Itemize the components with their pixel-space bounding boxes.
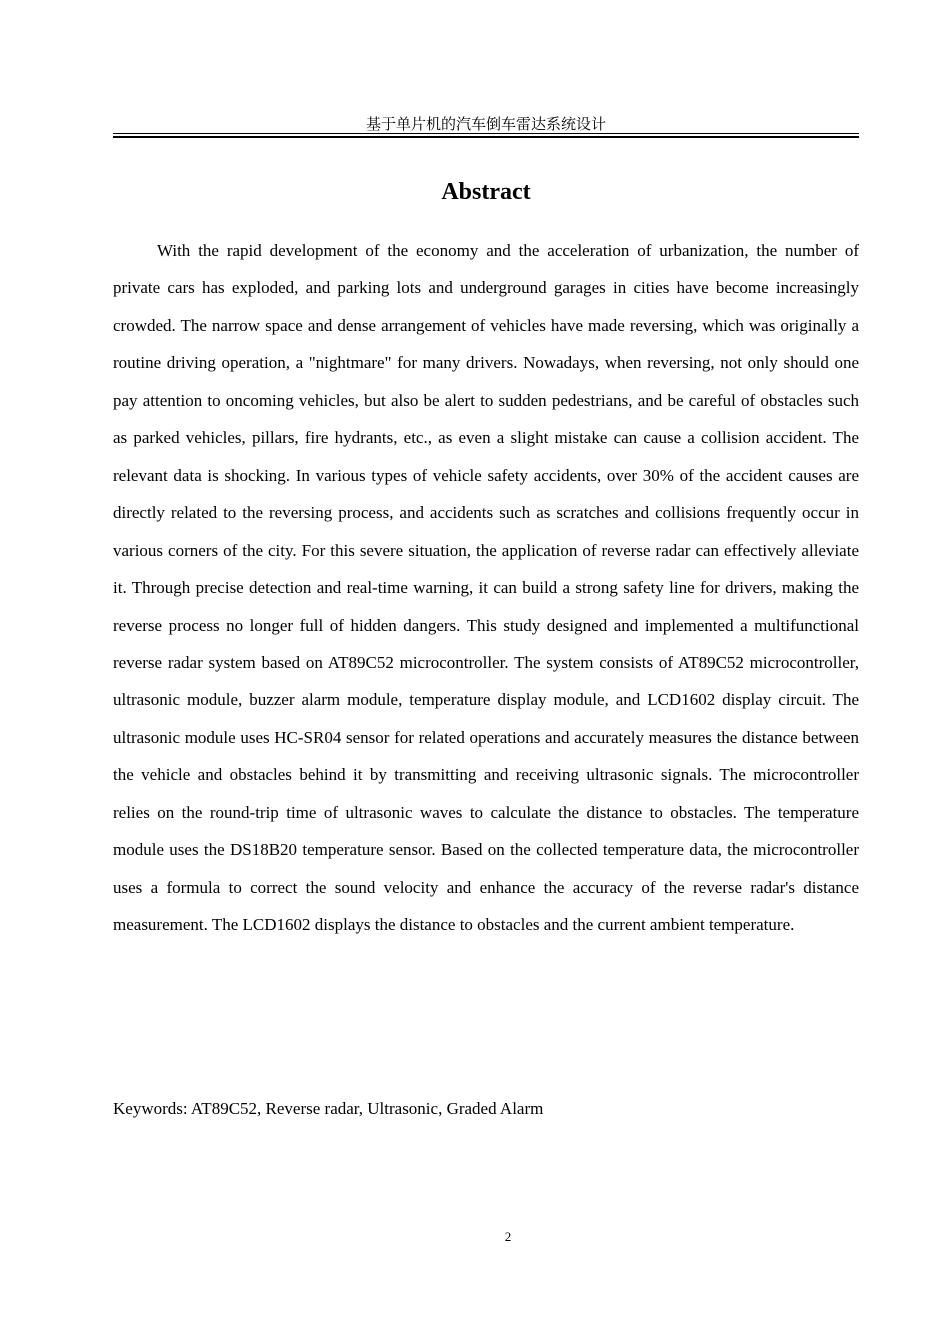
header-rule-thin — [113, 133, 859, 134]
keywords-line: Keywords: AT89C52, Reverse radar, Ultrasonic, Graded Alarm — [113, 1099, 544, 1118]
page-number: 2 — [504, 1229, 512, 1244]
running-header: 基于单片机的汽车倒车雷达系统设计 — [365, 115, 606, 133]
section-title: Abstract — [441, 179, 531, 205]
header-rule-thick — [113, 136, 859, 138]
abstract-paragraph: With the rapid development of the economy and the acceleration of urbanization, the number of private cars has exploded, and parking lots and underground garages in cities have become increasingly crowded. The narrow space and dense arrangement of vehicles have made reversing, which was originally a routine driving operation, a "nightmare" for many drivers. Nowadays, when reversing, not only should one pay attention to oncoming vehicles, but also be alert to sudden pedestrians, and be careful of obstacles such as parked vehicles, pillars, fire hydrants, etc., as even a slight mistake can cause a collision accident. The relevant data is shocking. In various types of vehicle safety accidents, over 30% of the accident causes are directly related to the reversing process, and accidents such as scratches and collisions frequently occur in various corners of the city. For this severe situation, the application of reverse radar can effectively alleviate it. Through precise detection and real-time warning, it can build a strong safety line for drivers, making the reverse process no longer full of hidden dangers. This study designed and implemented a multifunctional reverse radar system based on AT89C52 microcontroller. The system consists of AT89C52 microcontroller, ultrasonic module, buzzer alarm module, temperature display module, and LCD1602 display circuit. The ultrasonic module uses HC-SR04 sensor for related operations and accurately measures the distance between the vehicle and obstacles behind it by transmitting and receiving ultrasonic signals. The microcontroller relies on the round-trip time of ultrasonic waves to calculate the distance to obstacles. The temperature module uses the DS18B20 temperature sensor. Based on the collected temperature data, the microcontroller uses a formula to correct the sound velocity and enhance the accuracy of the reverse radar's distance measurement. The LCD1602 displays the distance to obstacles and the current ambient temperature. — [113, 241, 859, 935]
